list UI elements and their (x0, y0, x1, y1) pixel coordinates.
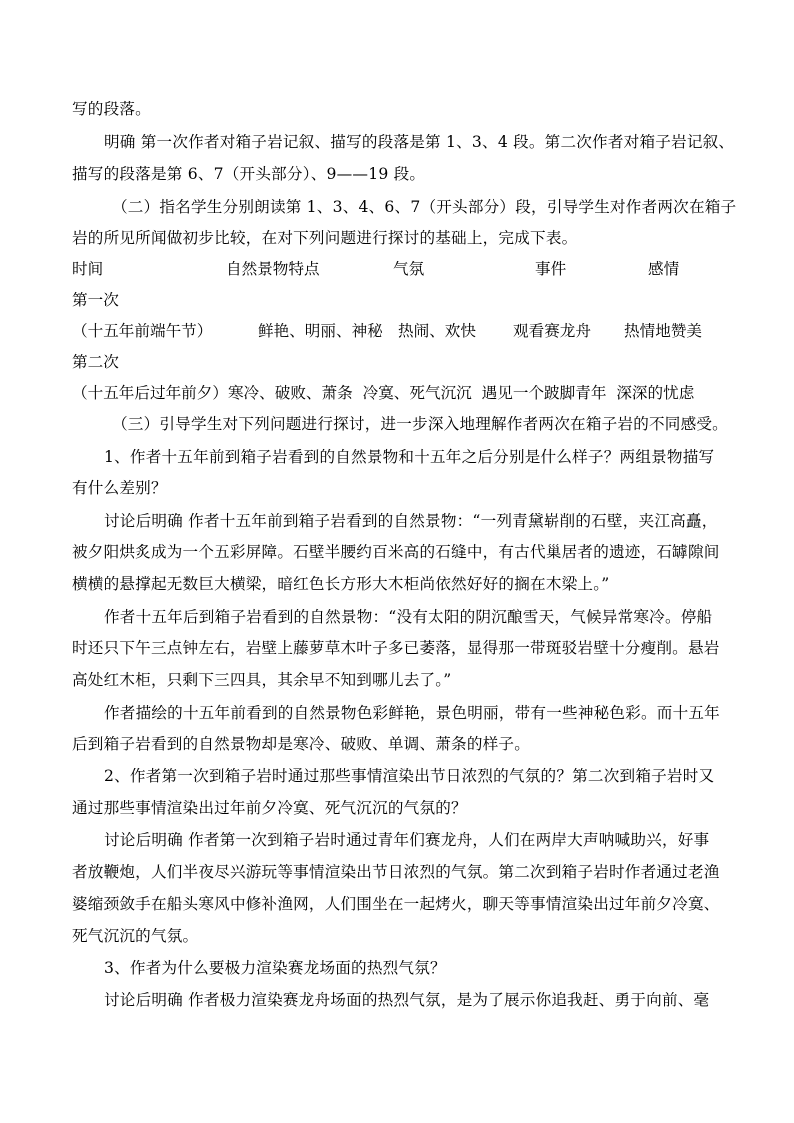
paragraph-line: 岩的所见所闻做初步比较，在对下列问题进行探讨的基础上，完成下表。 (72, 229, 578, 247)
paragraph-line: 死气沉沉的气氛。 (72, 927, 199, 945)
paragraph-line: 作者描绘的十五年前看到的自然景物色彩鲜艳，景色明丽，带有一些神秘色彩。而十五年 (104, 704, 720, 722)
table-header-atmosphere: 气氛 (393, 260, 425, 278)
table-row-label: 第一次 (72, 291, 119, 309)
paragraph-line: 高处红木柜，只剩下三四具，其余早不知到哪儿去了。” (72, 671, 452, 689)
paragraph-line: 后到箱子岩看到的自然景物却是寒冷、破败、单调、萧条的样子。 (72, 735, 531, 753)
paragraph-line: 横横的悬撑起无数巨大横梁，暗红色长方形大木柜尚依然好好的搁在木梁上。” (72, 575, 610, 593)
table-cell: 观看赛龙舟 (513, 322, 591, 340)
paragraph-line: 写的段落。 (72, 100, 151, 118)
paragraph-line: 通过那些事情渲染出过年前夕冷寞、死气沉沉的气氛的？ (72, 799, 467, 817)
table-cell: 鲜艳、明丽、神秘 (258, 322, 383, 340)
paragraph-line: 3、作者为什么要极力渲染赛龙场面的热烈气氛？ (104, 959, 446, 977)
paragraph-line: 描写的段落是第 6、7（开头部分）、9——19 段。 (72, 165, 426, 183)
paragraph-line: 2、作者第一次到箱子岩时通过那些事情渲染出节日浓烈的气氛的？第二次到箱子岩时又 (104, 767, 715, 785)
paragraph-line: 讨论后明确 作者第一次到箱子岩时通过青年们赛龙舟，人们在两岸大声呐喊助兴，好事 (104, 831, 710, 849)
table-header-event: 事件 (535, 260, 567, 278)
table-row: （十五年后过年前夕）寒冷、破败、萧条 冷寞、死气沉沉 遇见一个跛脚青年 深深的忧虑 (72, 384, 695, 402)
paragraph-line: 讨论后明确 作者十五年前到箱子岩看到的自然景物：“一列青黛崭削的石壁，夹江高矗， (104, 512, 718, 530)
paragraph-line: （二）指名学生分别朗读第 1、3、4、6、7（开头部分）段，引导学生对作者两次在箱子 (112, 198, 737, 216)
paragraph-line: 讨论后明确 作者极力渲染赛龙舟场面的热烈气氛，是为了展示你追我赶、勇于向前、毫 (104, 991, 710, 1009)
paragraph-line: 者放鞭炮，人们半夜尽兴游玩等事情渲染出节日浓烈的气氛。第二次到箱子岩时作者通过老渔 (72, 863, 720, 881)
paragraph-line: （三）引导学生对下列问题进行探讨，进一步深入地理解作者两次在箱子岩的不同感受。 (112, 415, 728, 433)
paragraph-line: 被夕阳烘炙成为一个五彩屏障。石壁半腰约百米高的石缝中，有古代巢居者的遗迹，石罅隙间 (72, 543, 720, 561)
paragraph-line: 时还只下午三点钟左右，岩壁上藤萝草木叶子多已萎落，显得那一带斑驳岩壁十分瘦削。悬岩 (72, 639, 720, 657)
table-cell: （十五年前端午节） (72, 322, 213, 340)
table-cell: 热闹、欢快 (398, 322, 476, 340)
paragraph-line: 婆缩颈敛手在船头寒风中修补渔网，人们围坐在一起烤火，聊天等事情渲染出过年前夕冷寞、 (72, 895, 720, 913)
table-cell: 热情地赞美 (624, 322, 702, 340)
table-header-time: 时间 (72, 260, 104, 278)
paragraph-line: 有什么差别？ (72, 479, 167, 497)
table-header-scenery: 自然景物特点 (226, 260, 320, 278)
table-row-label: 第二次 (72, 353, 119, 371)
paragraph-line: 1、作者十五年前到箱子岩看到的自然景物和十五年之后分别是什么样子？两组景物描写 (104, 448, 715, 466)
table-header-feeling: 感情 (648, 260, 680, 278)
paragraph-line: 作者十五年后到箱子岩看到的自然景物：“没有太阳的阴沉酿雪天，气候异常寒冷。停船 (104, 608, 713, 626)
paragraph-line: 明确 第一次作者对箱子岩记叙、描写的段落是第 1、3、4 段。第二次作者对箱子岩记叙、 (104, 133, 735, 151)
